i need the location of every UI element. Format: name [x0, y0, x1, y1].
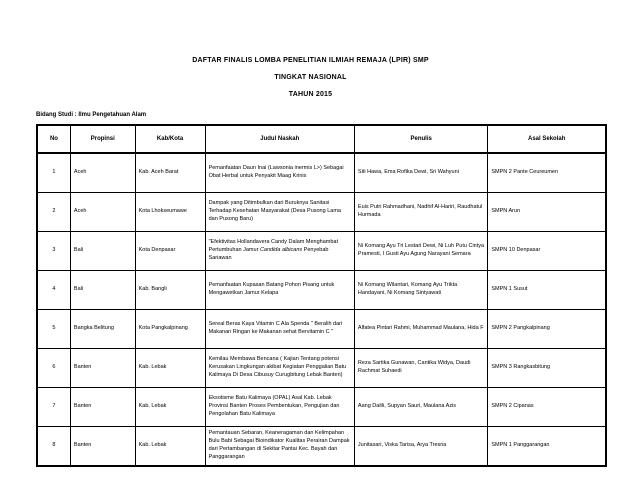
- table-cell: Pemanfaatan Kupasan Batang Pohon Pisang untuk Mengawetkan Jamur Kelapa: [205, 271, 354, 310]
- species-name-italic: Candida albicans: [259, 247, 303, 254]
- header-no: No: [37, 125, 70, 153]
- table-cell: SMPN 2 Cipanas: [488, 388, 606, 427]
- table-cell: SMPN 2 Pangkalpinang: [488, 310, 606, 349]
- document-title-block: [0, 0, 621, 98]
- table-row: [37, 193, 606, 232]
- table-cell: Bangka Belitung: [70, 310, 135, 349]
- table-cell: Siti Hawa, Ema Rofika Dewi, Sri Wahyuni: [354, 153, 487, 193]
- table-row: [37, 153, 606, 193]
- table-cell: 4: [37, 271, 70, 310]
- table-cell: Sereal Beras Kaya Vitamin C Ala Spenda " Beralih dari Makanan Ringan ke Makanan sehat Bervitamin C ": [205, 310, 354, 349]
- table-cell: SMPN 10 Denpasar: [488, 232, 606, 271]
- table-body: [37, 153, 606, 466]
- table-cell: Banten: [70, 388, 135, 427]
- table-cell: Kab. Bangli: [135, 271, 205, 310]
- table-cell: [205, 232, 354, 271]
- table-cell: Kota Denpasar: [135, 232, 205, 271]
- table-cell: SMPN 1 Panggarangan: [488, 427, 606, 467]
- table-row: [37, 427, 606, 467]
- table-cell: Kab. Lebak: [135, 349, 205, 388]
- section-label: Bidang Studi : Ilmu Pengetahuan Alam: [36, 112, 147, 118]
- table-cell: SMPN 3 Rangkasbitung: [488, 349, 606, 388]
- table-cell: Kab. Lebak: [135, 388, 205, 427]
- table-row: [37, 388, 606, 427]
- table-cell: Aang Dalili, Supyan Sauri, Maulana Azis: [354, 388, 487, 427]
- table-cell: Reza Sartika Gunawan, Cantika Widya, Daudi Rachmat Suhaedi: [354, 349, 487, 388]
- table-cell: Bali: [70, 271, 135, 310]
- cell-text: Penyebab Sariawan: [208, 247, 329, 261]
- table-cell: Banten: [70, 427, 135, 467]
- table-cell: Alfatea Pintari Rahmi, Muhammad Maulana, Hida F: [354, 310, 487, 349]
- table-cell: Aceh: [70, 193, 135, 232]
- table-cell: SMPN 2 Pante Ceureumen: [488, 153, 606, 193]
- document-subtitle-level: TINGKAT NASIONAL: [274, 74, 347, 81]
- table-cell: Euis Putri Rahmadhani, Nadhif Al-Hariri, Raudhatul Hurmada: [354, 193, 487, 232]
- table-cell: Kab. Lebak: [135, 427, 205, 467]
- table-row: [37, 349, 606, 388]
- table-cell: Ni Komang Ayu Tri Lestari Dewi, Ni Luh Putu Cintya Pramesti, I Gusti Ayu Agung Narayani Semara: [354, 232, 487, 271]
- cell-text: "Efektivitas Hollandavera Candy Dalam Menghambat Pertumbuhan Jamur: [208, 239, 339, 254]
- table-header: [37, 125, 606, 153]
- table-cell: Kota Pangkalpinang: [135, 310, 205, 349]
- table-cell: SMPN Arun: [488, 193, 606, 232]
- header-asal-sekolah: Asal Sekolah: [488, 125, 606, 153]
- table-cell: 8: [37, 427, 70, 467]
- header-judul-naskah: Judul Naskah: [205, 125, 354, 153]
- finalists-table: [36, 124, 607, 467]
- table-cell: Dampak yang Ditimbulkan dari Buruknya Sanitasi Terhadap Kesehatan Masyarakat (Desa Pusong Lama dan Pusong Baru): [205, 193, 354, 232]
- table-cell: Eksotisme Batu Kalimaya (OPAL) Asal Kab. Lebak Provinsi Banten Proses Pembentukan, Pengujian dan Pengolahan Batu Kalimaya: [205, 388, 354, 427]
- table-cell: Pemanfaatan Daun Inai (Lawsonia inermis L>) Sebagai Obat Herbal untuk Penyakit Maag Krinis: [205, 153, 354, 193]
- table-cell: Kab. Aceh Barat: [135, 153, 205, 193]
- header-propinsi: Propinsi: [70, 125, 135, 153]
- document-title: DAFTAR FINALIS LOMBA PENELITIAN ILMIAH REMAJA (LPIR) SMP: [192, 57, 429, 64]
- table-cell: Kemilau Membawa Bencana ( Kajian Tentang potensi Kerusakan Lingkungan akibat Kegiatan Penggalian Batu Kalimaya Di Desa Cibusuy Curugbitung Lebak Banten): [205, 349, 354, 388]
- table-cell: Bali: [70, 232, 135, 271]
- table-row: [37, 232, 606, 271]
- table-cell: 6: [37, 349, 70, 388]
- header-kab-kota: Kab/Kota: [135, 125, 205, 153]
- table-cell: 5: [37, 310, 70, 349]
- header-penulis: Penulis: [354, 125, 487, 153]
- table-cell: 3: [37, 232, 70, 271]
- table-row: [37, 271, 606, 310]
- table-cell: Kota Lhokseumawe: [135, 193, 205, 232]
- table-cell: Ni Komang Wilantari, Komang Ayu Trikta Handayani, Ni Komang Sintyawati: [354, 271, 487, 310]
- table-cell: Banten: [70, 349, 135, 388]
- table-row: [37, 310, 606, 349]
- table-header-row: [37, 125, 606, 153]
- table-cell: Junitasari, Viska Tarisa, Arya Tresna: [354, 427, 487, 467]
- table-cell: SMPN 1 Susut: [488, 271, 606, 310]
- table-cell: Pemantauan Sebaran, Keaneragaman dan Kelimpahan Bulu Babi Sebagai Bioindikator Kualitas Perairan Dampak dari Pertambangan di Sekitar Pantai Kec. Bayah dan Panggarangan: [205, 427, 354, 467]
- table-cell: 2: [37, 193, 70, 232]
- table-cell: 1: [37, 153, 70, 193]
- table-cell: 7: [37, 388, 70, 427]
- table-cell: Aceh: [70, 153, 135, 193]
- document-subtitle-year: TAHUN 2015: [288, 91, 333, 98]
